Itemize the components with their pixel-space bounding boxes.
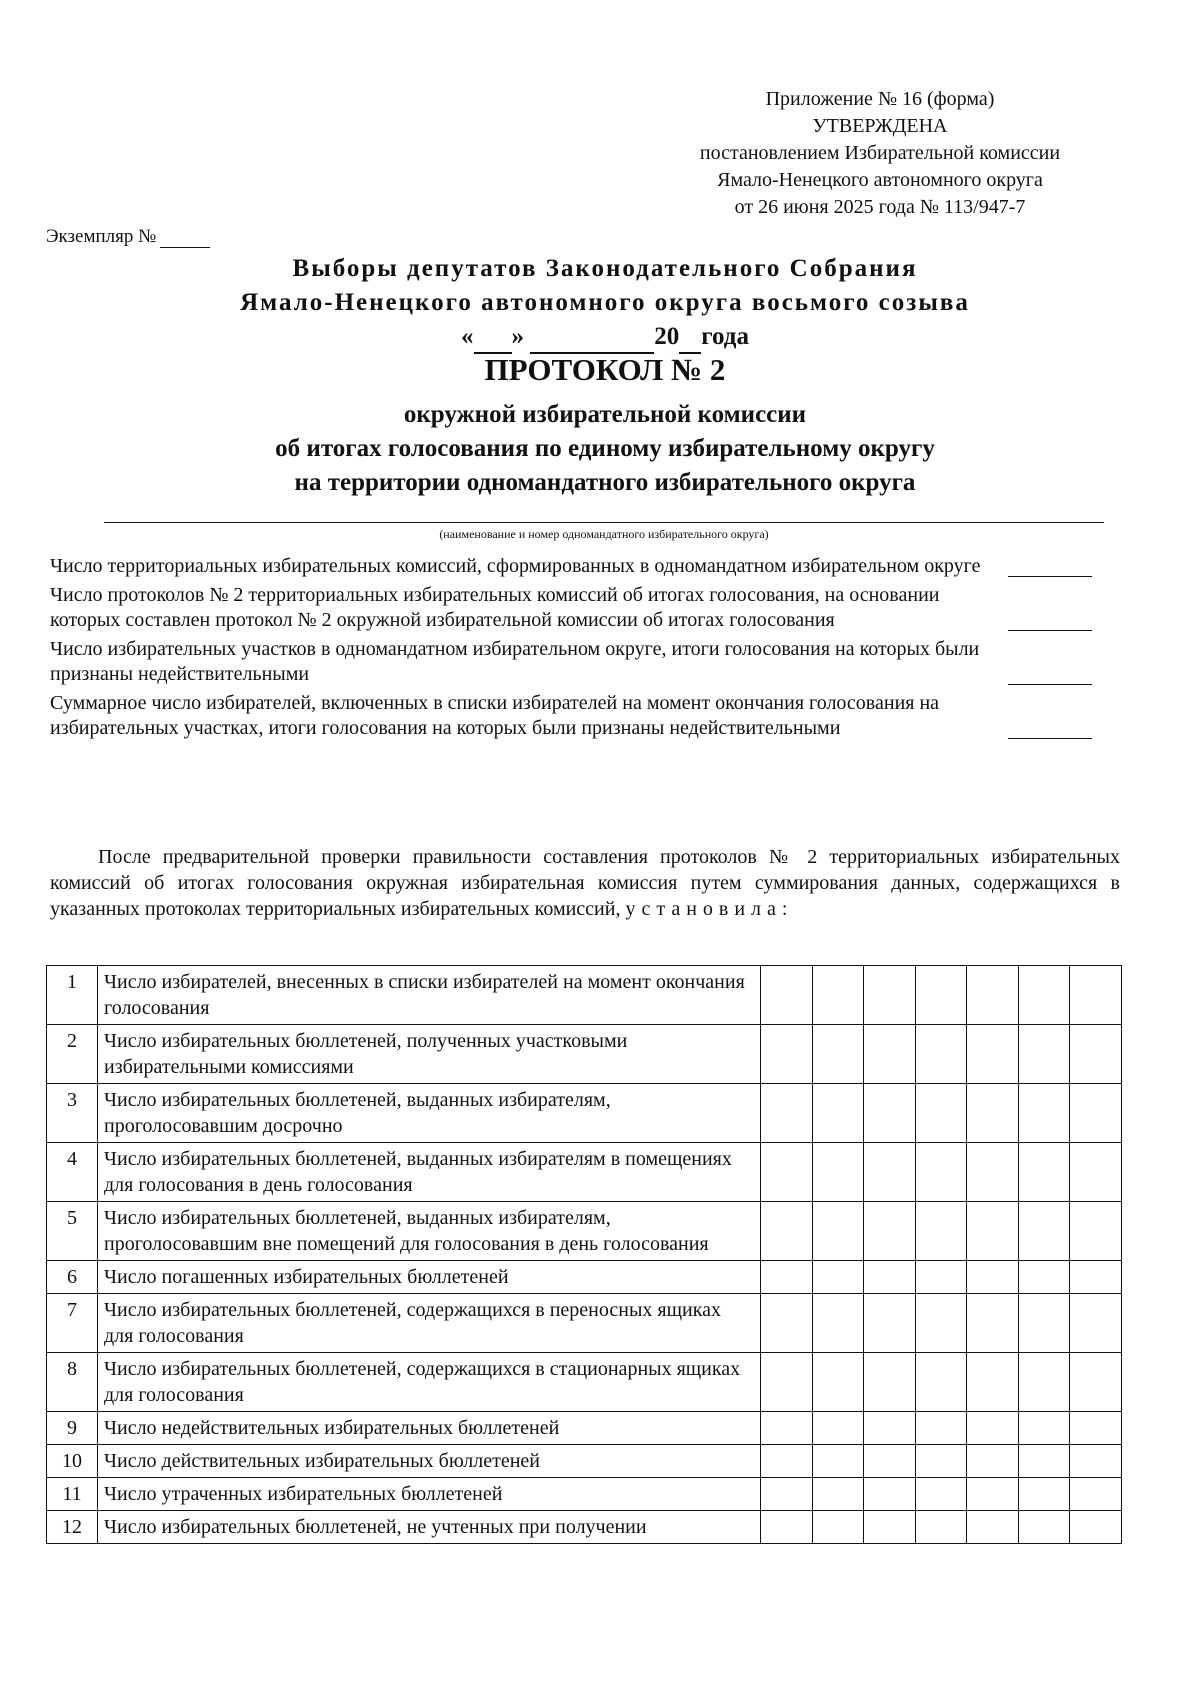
- table-row: [47, 1511, 1122, 1544]
- digit-cell[interactable]: [761, 1511, 813, 1544]
- digit-cell[interactable]: [864, 1294, 916, 1353]
- digit-cell[interactable]: [1070, 1445, 1122, 1478]
- row-description: Число избирательных бюллетеней, выданных избирателям, проголосовавшим досрочно: [98, 1084, 761, 1143]
- digit-cell[interactable]: [812, 1202, 864, 1261]
- digit-cell[interactable]: [1070, 1261, 1122, 1294]
- digit-cell[interactable]: [1070, 1478, 1122, 1511]
- digit-cell[interactable]: [915, 1412, 967, 1445]
- approval-block: [640, 86, 1120, 221]
- approval-line: Приложение № 16 (форма): [765, 88, 995, 110]
- election-title: [150, 252, 1060, 354]
- digit-cell[interactable]: [761, 966, 813, 1025]
- digit-cell[interactable]: [761, 1412, 813, 1445]
- digit-cell[interactable]: [1018, 1511, 1070, 1544]
- digit-cell[interactable]: [864, 1202, 916, 1261]
- digit-cell[interactable]: [915, 1202, 967, 1261]
- digit-cell[interactable]: [1018, 1261, 1070, 1294]
- digit-cell[interactable]: [864, 1445, 916, 1478]
- digit-cell[interactable]: [761, 1025, 813, 1084]
- digit-cell[interactable]: [761, 1202, 813, 1261]
- count-label: Число территориальных избирательных комиссий, сформированных в одномандатном избирательном округе: [50, 555, 981, 577]
- digit-cell[interactable]: [1070, 1084, 1122, 1143]
- digit-cell[interactable]: [967, 1353, 1019, 1412]
- digit-cell[interactable]: [915, 966, 967, 1025]
- row-description: Число избирательных бюллетеней, полученных участковыми избирательными комиссиями: [98, 1025, 761, 1084]
- row-number: 10: [47, 1445, 98, 1478]
- title-line: Выборы депутатов Законодательного Собрания: [292, 255, 918, 282]
- digit-cell[interactable]: [864, 1084, 916, 1143]
- table-row: [47, 1445, 1122, 1478]
- month-blank: [530, 330, 654, 354]
- digit-cell[interactable]: [812, 1353, 864, 1412]
- digit-cell[interactable]: [1018, 1084, 1070, 1143]
- digit-cell[interactable]: [1018, 1353, 1070, 1412]
- digit-cell[interactable]: [1070, 1353, 1122, 1412]
- digit-cell[interactable]: [812, 1478, 864, 1511]
- table-row: [47, 1084, 1122, 1143]
- digit-cell[interactable]: [967, 1261, 1019, 1294]
- intro-verb: установила:: [625, 898, 794, 920]
- digit-cell[interactable]: [1070, 1294, 1122, 1353]
- digit-cell[interactable]: [761, 1353, 813, 1412]
- count-blank: [1008, 737, 1092, 739]
- row-description: Число избирательных бюллетеней, содержащихся в переносных ящиках для голосования: [98, 1294, 761, 1353]
- count-blank: [1008, 683, 1092, 685]
- row-number: 7: [47, 1294, 98, 1353]
- table-row: [47, 1143, 1122, 1202]
- row-number: 2: [47, 1025, 98, 1084]
- table-row: [47, 1412, 1122, 1445]
- subtitle-line: об итогах голосования по единому избирательному округу: [275, 435, 935, 462]
- digit-cell[interactable]: [761, 1084, 813, 1143]
- digit-cell[interactable]: [1018, 1202, 1070, 1261]
- table-row: [47, 1261, 1122, 1294]
- digit-cell[interactable]: [915, 1294, 967, 1353]
- digit-cell[interactable]: [915, 1261, 967, 1294]
- digit-cell[interactable]: [864, 1353, 916, 1412]
- table-row: [47, 1353, 1122, 1412]
- digit-cell[interactable]: [915, 1511, 967, 1544]
- count-blank: [1008, 575, 1092, 577]
- digit-cell[interactable]: [864, 1478, 916, 1511]
- digit-cell[interactable]: [1070, 1202, 1122, 1261]
- approval-line: Ямало-Ненецкого автономного округа: [717, 169, 1043, 191]
- count-item: [50, 691, 1010, 741]
- digit-cell[interactable]: [915, 1143, 967, 1202]
- digit-cell[interactable]: [761, 1294, 813, 1353]
- digit-cell[interactable]: [812, 1084, 864, 1143]
- digit-cell[interactable]: [1018, 1143, 1070, 1202]
- digit-cell[interactable]: [967, 1202, 1019, 1261]
- copy-number-blank: [160, 229, 210, 248]
- digit-cell[interactable]: [1018, 1294, 1070, 1353]
- digit-cell[interactable]: [967, 1025, 1019, 1084]
- digit-cell[interactable]: [1018, 1445, 1070, 1478]
- digit-cell[interactable]: [967, 1511, 1019, 1544]
- date-line: « » 20 года: [150, 320, 1060, 354]
- row-number: 3: [47, 1084, 98, 1143]
- digit-cell[interactable]: [1018, 1412, 1070, 1445]
- digit-cell[interactable]: [1070, 1025, 1122, 1084]
- digit-cell[interactable]: [812, 1261, 864, 1294]
- row-description: Число действительных избирательных бюллетеней: [98, 1445, 761, 1478]
- digit-cell[interactable]: [761, 1261, 813, 1294]
- row-number: 12: [47, 1511, 98, 1544]
- digit-cell[interactable]: [1018, 1478, 1070, 1511]
- row-description: Число утраченных избирательных бюллетеней: [98, 1478, 761, 1511]
- digit-cell[interactable]: [915, 1478, 967, 1511]
- intro-text: После предварительной проверки правильности составления протоколов № 2 территориальных избирательных комиссий об итогах голосования окружная избирательная комиссия путем суммирования данных, содержащихся в указанных протоколах территориальных избирательных комиссий,: [50, 846, 1120, 920]
- row-description: Число избирателей, внесенных в списки избирателей на момент окончания голосования: [98, 966, 761, 1025]
- table-row: [47, 1202, 1122, 1261]
- digit-cell[interactable]: [864, 966, 916, 1025]
- digit-cell[interactable]: [864, 1412, 916, 1445]
- digit-cell[interactable]: [1070, 1143, 1122, 1202]
- digit-cell[interactable]: [761, 1478, 813, 1511]
- row-number: 1: [47, 966, 98, 1025]
- approval-line: УТВЕРЖДЕНА: [812, 115, 948, 137]
- approval-line: от 26 июня 2025 года № 113/947-7: [734, 196, 1026, 218]
- protocol-title: ПРОТОКОЛ № 2: [484, 352, 726, 387]
- digit-cell[interactable]: [864, 1511, 916, 1544]
- copy-label: Экземпляр №: [46, 226, 157, 247]
- intro-paragraph: [50, 844, 1120, 922]
- copy-number: [46, 226, 210, 248]
- digit-cell[interactable]: [812, 1143, 864, 1202]
- count-item: [50, 637, 1010, 687]
- digit-cell[interactable]: [812, 1412, 864, 1445]
- digit-cell[interactable]: [812, 966, 864, 1025]
- row-description: Число избирательных бюллетеней, содержащихся в стационарных ящиках для голосования: [98, 1353, 761, 1412]
- protocol-subtitle: [150, 398, 1060, 500]
- row-number: 4: [47, 1143, 98, 1202]
- row-description: Число избирательных бюллетеней, не учтенных при получении: [98, 1511, 761, 1544]
- row-number: 6: [47, 1261, 98, 1294]
- digit-cell[interactable]: [761, 1143, 813, 1202]
- digit-cell[interactable]: [915, 1084, 967, 1143]
- row-number: 5: [47, 1202, 98, 1261]
- digit-cell[interactable]: [761, 1445, 813, 1478]
- count-label: Число избирательных участков в одномандатном избирательном округе, итоги голосования на которых были признаны недействительными: [50, 638, 980, 685]
- digit-cell[interactable]: [812, 1445, 864, 1478]
- row-number: 8: [47, 1353, 98, 1412]
- count-label: Суммарное число избирателей, включенных в списки избирателей на момент окончания голосования на избирательных участках, итоги голосования на которых были признаны недействительными: [50, 692, 940, 739]
- subtitle-line: на территории одномандатного избирательного округа: [294, 469, 916, 496]
- digit-cell[interactable]: [1018, 966, 1070, 1025]
- digit-cell[interactable]: [967, 1478, 1019, 1511]
- results-table: [46, 965, 1122, 1544]
- count-label: Число протоколов № 2 территориальных избирательных комиссий об итогах голосования, на основании которых составлен протокол № 2 окружной избирательной комиссии об итогах голосования: [50, 584, 940, 631]
- day-blank: [474, 330, 512, 354]
- digit-cell[interactable]: [1070, 966, 1122, 1025]
- count-item: [50, 583, 1010, 633]
- district-caption: (наименование и номер одномандатного избирательного округа): [439, 527, 769, 541]
- title-line: Ямало-Ненецкого автономного округа восьмого созыва: [240, 289, 970, 316]
- digit-cell[interactable]: [1018, 1025, 1070, 1084]
- digit-cell[interactable]: [812, 1025, 864, 1084]
- digit-cell[interactable]: [864, 1143, 916, 1202]
- row-number: 9: [47, 1412, 98, 1445]
- table-row: [47, 1294, 1122, 1353]
- digit-cell[interactable]: [812, 1294, 864, 1353]
- digit-cell[interactable]: [915, 1353, 967, 1412]
- digit-cell[interactable]: [864, 1261, 916, 1294]
- digit-cell[interactable]: [967, 1143, 1019, 1202]
- row-description: Число избирательных бюллетеней, выданных избирателям в помещениях для голосования в день голосования: [98, 1143, 761, 1202]
- digit-cell[interactable]: [915, 1025, 967, 1084]
- digit-cell[interactable]: [915, 1445, 967, 1478]
- row-description: Число недействительных избирательных бюллетеней: [98, 1412, 761, 1445]
- counts-section: [50, 554, 1120, 745]
- table-row: [47, 966, 1122, 1025]
- count-item: [50, 554, 1010, 579]
- table-row: [47, 1025, 1122, 1084]
- digit-cell[interactable]: [967, 1084, 1019, 1143]
- digit-cell[interactable]: [812, 1511, 864, 1544]
- digit-cell[interactable]: [1070, 1412, 1122, 1445]
- digit-cell[interactable]: [967, 1294, 1019, 1353]
- digit-cell[interactable]: [967, 1412, 1019, 1445]
- digit-cell[interactable]: [967, 966, 1019, 1025]
- digit-cell[interactable]: [864, 1025, 916, 1084]
- row-number: 11: [47, 1478, 98, 1511]
- row-description: Число избирательных бюллетеней, выданных избирателям, проголосовавшим вне помещений для голосования в день голосования: [98, 1202, 761, 1261]
- count-blank: [1008, 629, 1092, 631]
- subtitle-line: окружной избирательной комиссии: [403, 401, 807, 428]
- digit-cell[interactable]: [967, 1445, 1019, 1478]
- digit-cell[interactable]: [1070, 1511, 1122, 1544]
- district-blank-line: [104, 522, 1104, 523]
- row-description: Число погашенных избирательных бюллетеней: [98, 1261, 761, 1294]
- table-row: [47, 1478, 1122, 1511]
- approval-line: постановлением Избирательной комиссии: [699, 142, 1061, 164]
- year-blank: [679, 330, 701, 354]
